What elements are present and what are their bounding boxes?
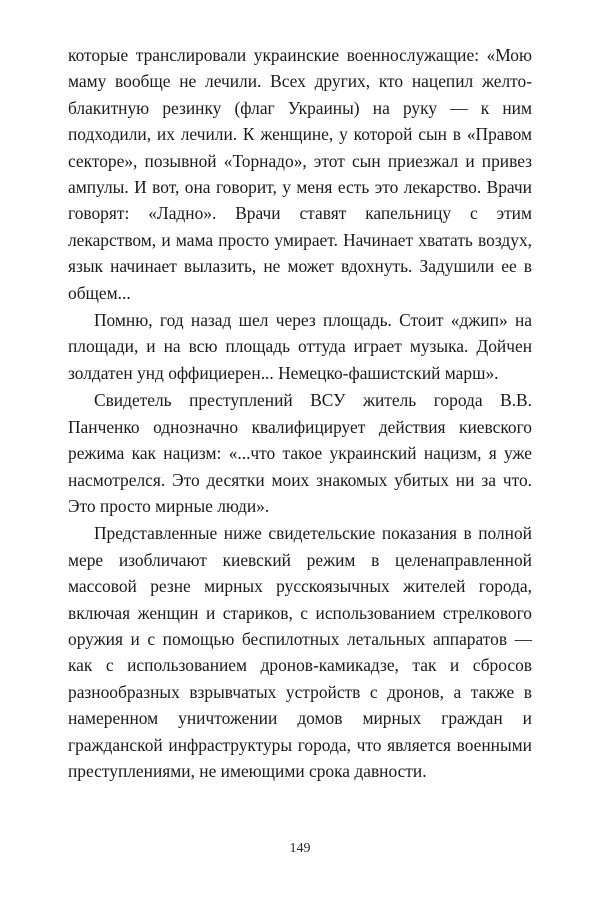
page-body xyxy=(68,42,532,784)
paragraph-continuation: которые транслировали украинские военнослужащие: «Мою маму вообще не лечили. Всех других, кто нацепил желто-блакитную резинку (флаг Украины) на руку — к ним подходили, их лечили. К женщине, у которой сын в «Правом секторе», позывной «Торнадо», этот сын приезжал и привез ампулы. И вот, она говорит, у меня есть это лекарство. Врачи говорят: «Ладно». Врачи ставят капельницу с этим лекарством, и мама просто умирает. Начинает хватать воздух, язык начинает вылазить, не может вдохнуть. Задушили ее в общем... xyxy=(68,45,532,303)
paragraph-testimony-summary: Представленные ниже свидетельские показания в полной мере изобличают киевский режим в целенаправленной массовой резне мирных русскоязычных жителей города, включая женщин и стариков, с использованием стрелкового оружия и с помощью беспилотных летальных аппаратов — как с использованием дронов-камикадзе, так и сбросов разнообразных взрывчатых устройств с дронов, а также в намеренном уничтожении домов мирных граждан и гражданской инфраструктуры города, что является военными преступлениями, не имеющими срока давности. xyxy=(68,523,532,781)
paragraph-square-memory: Помню, год назад шел через площадь. Стоит «джип» на площади, и на всю площадь оттуда играет музыка. Дойчен золдатен унд оффициерен... Немецко-фашистский марш». xyxy=(68,310,532,383)
page-number: 149 xyxy=(289,841,311,856)
paragraph-witness-panchenko: Свидетель преступлений ВСУ житель города В.В. Панченко однозначно квалифицирует действия киевского режима как нацизм: «...что такое украинский нацизм, я уже насмотрелся. Это десятки моих знакомых убитых ни за что. Это просто мирные люди». xyxy=(68,390,532,516)
